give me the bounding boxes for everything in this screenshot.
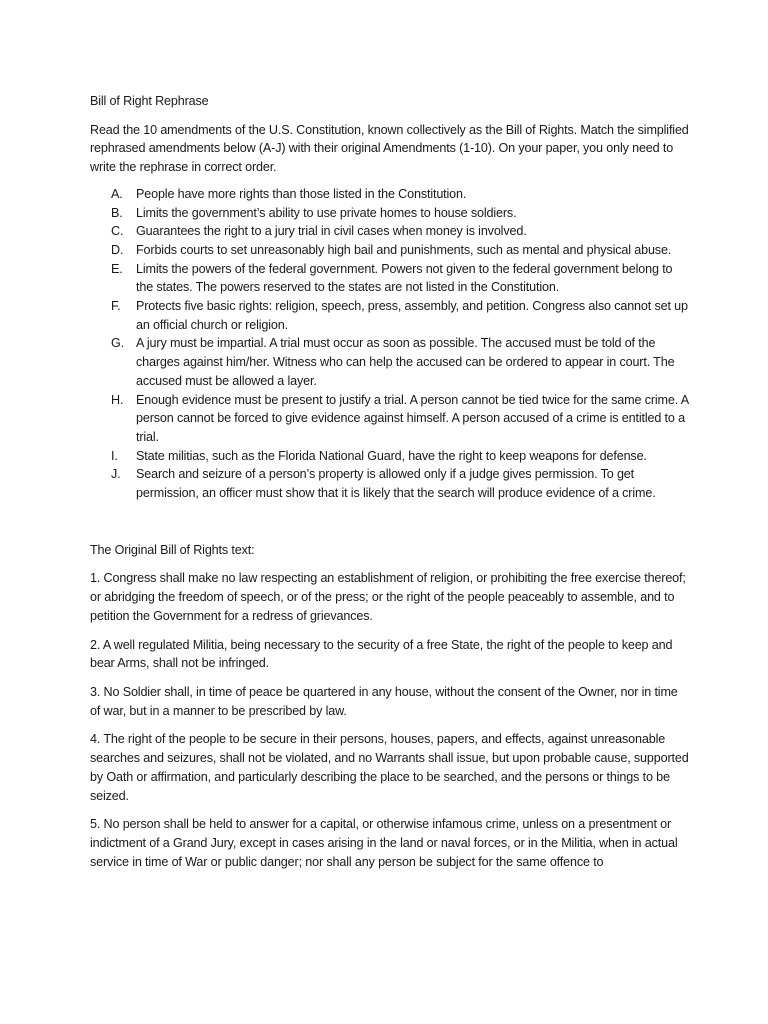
amendment-paragraph: 4. The right of the people to be secure in their persons, houses, papers, and effects, against unreasonable searches and seizures, shall not be violated, and no Warrants shall issue, but upon probable cause, supported by Oath or affirmation, and particularly describing the place to be searched, and the persons or things to be seized. [90,732,689,803]
document-title: Bill of Right Rephrase [90,94,209,108]
rephrase-text: Forbids courts to set unreasonably high bail and punishments, such as mental and physical abuse. [136,242,672,257]
rephrase-text: A jury must be impartial. A trial must occur as soon as possible. The accused must be told of the charges against him/her. Witness who can help the accused can be ordered to appear in court. The accused must be allowed a layer. [136,336,675,388]
original-text-heading: The Original Bill of Rights text: [90,542,255,557]
list-marker: D. [111,242,124,257]
list-marker: H. [111,392,124,407]
rephrase-text: Guarantees the right to a jury trial in civil cases when money is involved. [136,224,527,239]
rephrase-item [90,222,690,241]
rephrase-item [90,465,690,502]
rephrase-text: State militias, such as the Florida National Guard, have the right to keep weapons for defense. [136,448,647,463]
rephrase-text: Protects five basic rights: religion, speech, press, assembly, and petition. Congress also cannot set up an official church or religion. [136,299,688,332]
amendment-paragraph: 2. A well regulated Militia, being necessary to the security of a free State, the right of the people to keep and bear Arms, shall not be infringed. [90,637,673,671]
list-marker: F. [111,299,121,314]
list-marker: A. [111,186,123,201]
rephrase-text: Limits the government’s ability to use private homes to house soldiers. [136,205,517,220]
rephrase-item [90,185,690,204]
rephrase-text: Search and seizure of a person’s property is allowed only if a judge gives permission. To get permission, an officer must show that it is likely that the search will produce evidence of a crime. [136,467,656,501]
intro-paragraph: Read the 10 amendments of the U.S. Constitution, known collectively as the Bill of Rights. Match the simplified rephrased amendments below (A-J) with their original Amendments (1-10). On your paper, you only need to write the rephrase in correct order. [90,122,689,175]
list-marker: J. [111,467,121,482]
rephrase-item [90,391,690,447]
rephrase-item [90,204,690,223]
rephrase-text: Limits the powers of the federal government. Powers not given to the federal government belong to the states. The powers reserved to the states are not listed in the Constitution. [136,261,673,295]
amendment-paragraph: 5. No person shall be held to answer for a capital, or otherwise infamous crime, unless on a presentment or indictment of a Grand Jury, except in cases arising in the land or naval forces, or in the Militia, when in actual service in time of War or public danger; nor shall any person be subject for the same offence to [90,817,678,869]
document-body [90,92,690,881]
rephrase-item [90,334,690,390]
list-marker: C. [111,224,124,239]
amendment-paragraph: 3. No Soldier shall, in time of peace be quartered in any house, without the consent of the Owner, nor in time of war, but in a manner to be prescribed by law. [90,684,678,718]
list-marker: B. [111,205,123,220]
amendment-paragraph: 1. Congress shall make no law respecting an establishment of religion, or prohibiting the free exercise thereof; or abridging the freedom of speech, or of the press; or the right of the people peaceably to assemble, and to petition the Government for a redress of grievances. [90,571,686,623]
rephrase-list [90,185,690,503]
rephrase-item [90,447,690,466]
rephrase-item [90,297,690,334]
rephrase-text: Enough evidence must be present to justify a trial. A person cannot be tied twice for the same crime. A person cannot be forced to give evidence against himself. A person accused of a crime is entitled to a trial. [136,392,689,444]
rephrase-text: People have more rights than those listed in the Constitution. [136,186,467,201]
list-marker: E. [111,261,123,276]
rephrase-item [90,260,690,297]
rephrase-item [90,241,690,260]
list-marker: G. [111,336,124,351]
list-marker: I. [111,448,118,463]
